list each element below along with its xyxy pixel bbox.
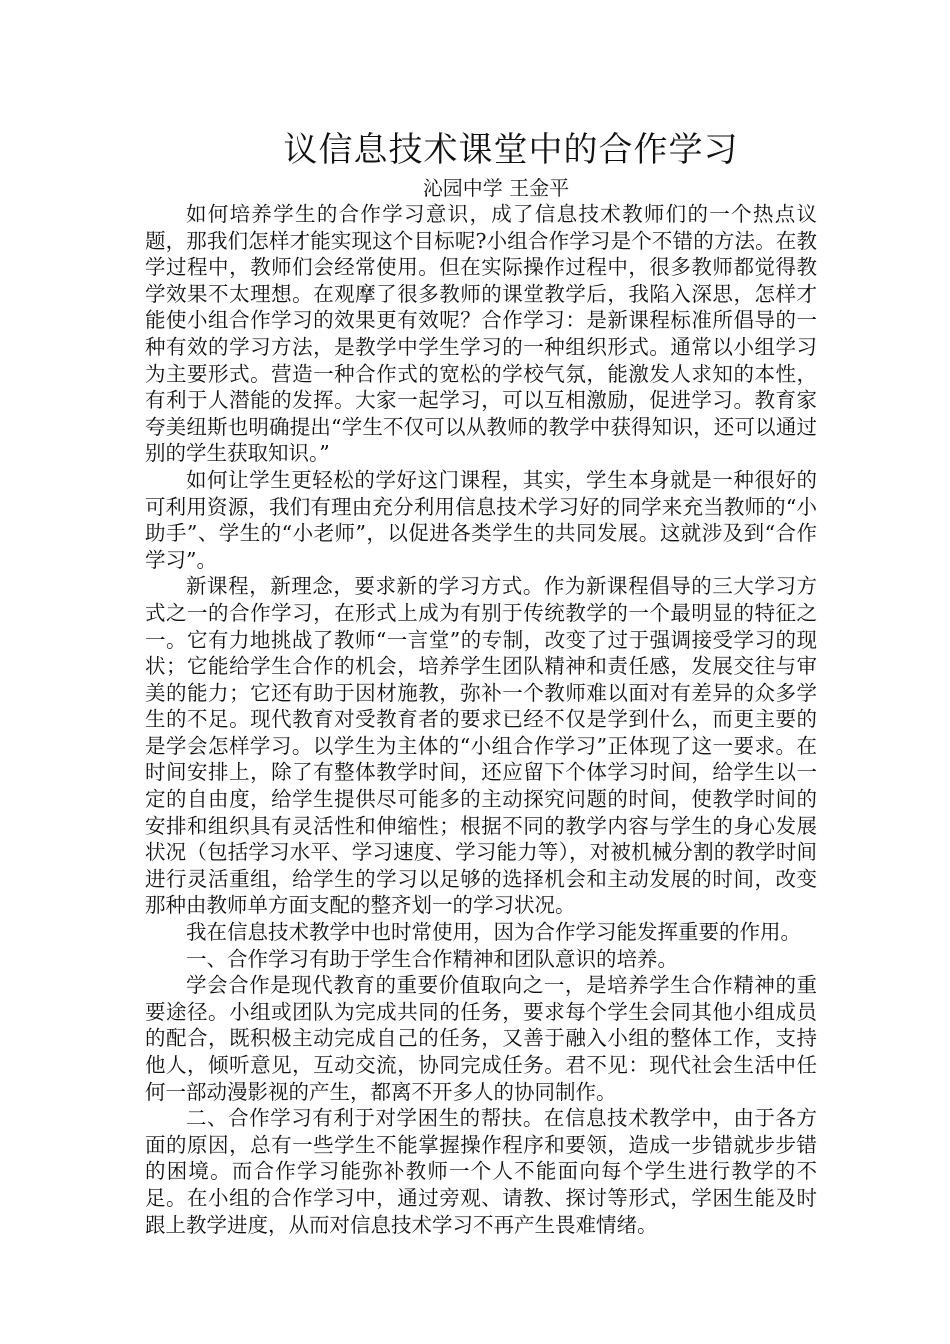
document-body [145,201,817,1238]
paragraph: 如何培养学生的合作学习意识，成了信息技术教师们的一个热点议题，那我们怎样才能实现这个目标呢?小组合作学习是个不错的方法。在教学过程中，教师们会经常使用。但在实际操作过程中，很多教师都觉得教学效果不太理想。在观摩了很多教师的课堂教学后，我陷入深思，怎样才能使小组合作学习的效果更有效呢？合作学习：是新课程标准所倡导的一种有效的学习方法，是教学中学生学习的一种组织形式。通常以小组学习为主要形式。营造一种合作式的宽松的学校气氛，能激发人求知的本性，有利于人潜能的发挥。大家一起学习，可以互相激励，促进学习。教育家夸美纽斯也明确提出“学生不仅可以从教师的教学中获得知识，还可以通过别的学生获取知识。” [145,202,817,466]
paragraph: 新课程，新理念，要求新的学习方式。作为新课程倡导的三大学习方式之一的合作学习，在形式上成为有别于传统教学的一个最明显的特征之一。它有力地挑战了教师“一言堂”的专制，改变了过于强调接受学习的现状；它能给学生合作的机会，培养学生团队精神和责任感，发展交往与审美的能力；它还有助于因材施教，弥补一个教师难以面对有差异的众多学生的不足。现代教育对受教育者的要求已经不仅是学到什么，而更主要的是学会怎样学习。以学生为主体的“小组合作学习”正体现了这一要求。在时间安排上，除了有整体教学时间，还应留下个体学习时间，给学生以一定的自由度，给学生提供尽可能多的主动探究问题的时间，使教学时间的安排和组织具有灵活性和伸缩性；根据不同的教学内容与学生的身心发展状况（包括学习水平、学习速度、学习能力等），对被机械分割的教学时间进行灵活重组，给学生的学习以足够的选择机会和主动发展的时间，改变那种由教师单方面支配的整齐划一的学习状况。 [145,574,817,918]
document-title: 议信息技术课堂中的合作学习 [283,130,739,170]
paragraph: 我在信息技术教学中也时常使用，因为合作学习能发挥重要的作用。 [186,920,801,945]
document-page [145,128,817,1238]
paragraph: 学会合作是现代教育的重要价值取向之一，是培养学生合作精神的重要途径。小组或团队为完成共同的任务，要求每个学生会同其他小组成员的配合，既积极主动完成自己的任务，又善于融入小组的整体工作，支持他人，倾听意见，互动交流，协同完成任务。君不见：现代社会生活中任何一部动漫影视的产生，都离不开多人的协同制作。 [145,973,817,1104]
paragraph: 如何让学生更轻松的学好这门课程，其实，学生本身就是一种很好的可利用资源，我们有理由充分利用信息技术学习好的同学来充当教师的“小助手”、学生的“小老师”，以促进各类学生的共同发展。这就涉及到“合作学习”。 [145,467,817,572]
paragraph: 二、合作学习有利于对学困生的帮扶。在信息技术教学中，由于各方面的原因，总有一些学生不能掌握操作程序和要领，造成一步错就步步错的困境。而合作学习能弥补教师一个人不能面向每个学生进行教学的不足。在小组的合作学习中，通过旁观、请教、探讨等形式，学困生能及时跟上教学进度，从而对信息技术学习不再产生畏难情绪。 [145,1106,817,1237]
document-author: 沁园中学 王金平 [422,176,570,200]
section-heading: 一、合作学习有助于学生合作精神和团队意识的培养。 [186,946,678,971]
